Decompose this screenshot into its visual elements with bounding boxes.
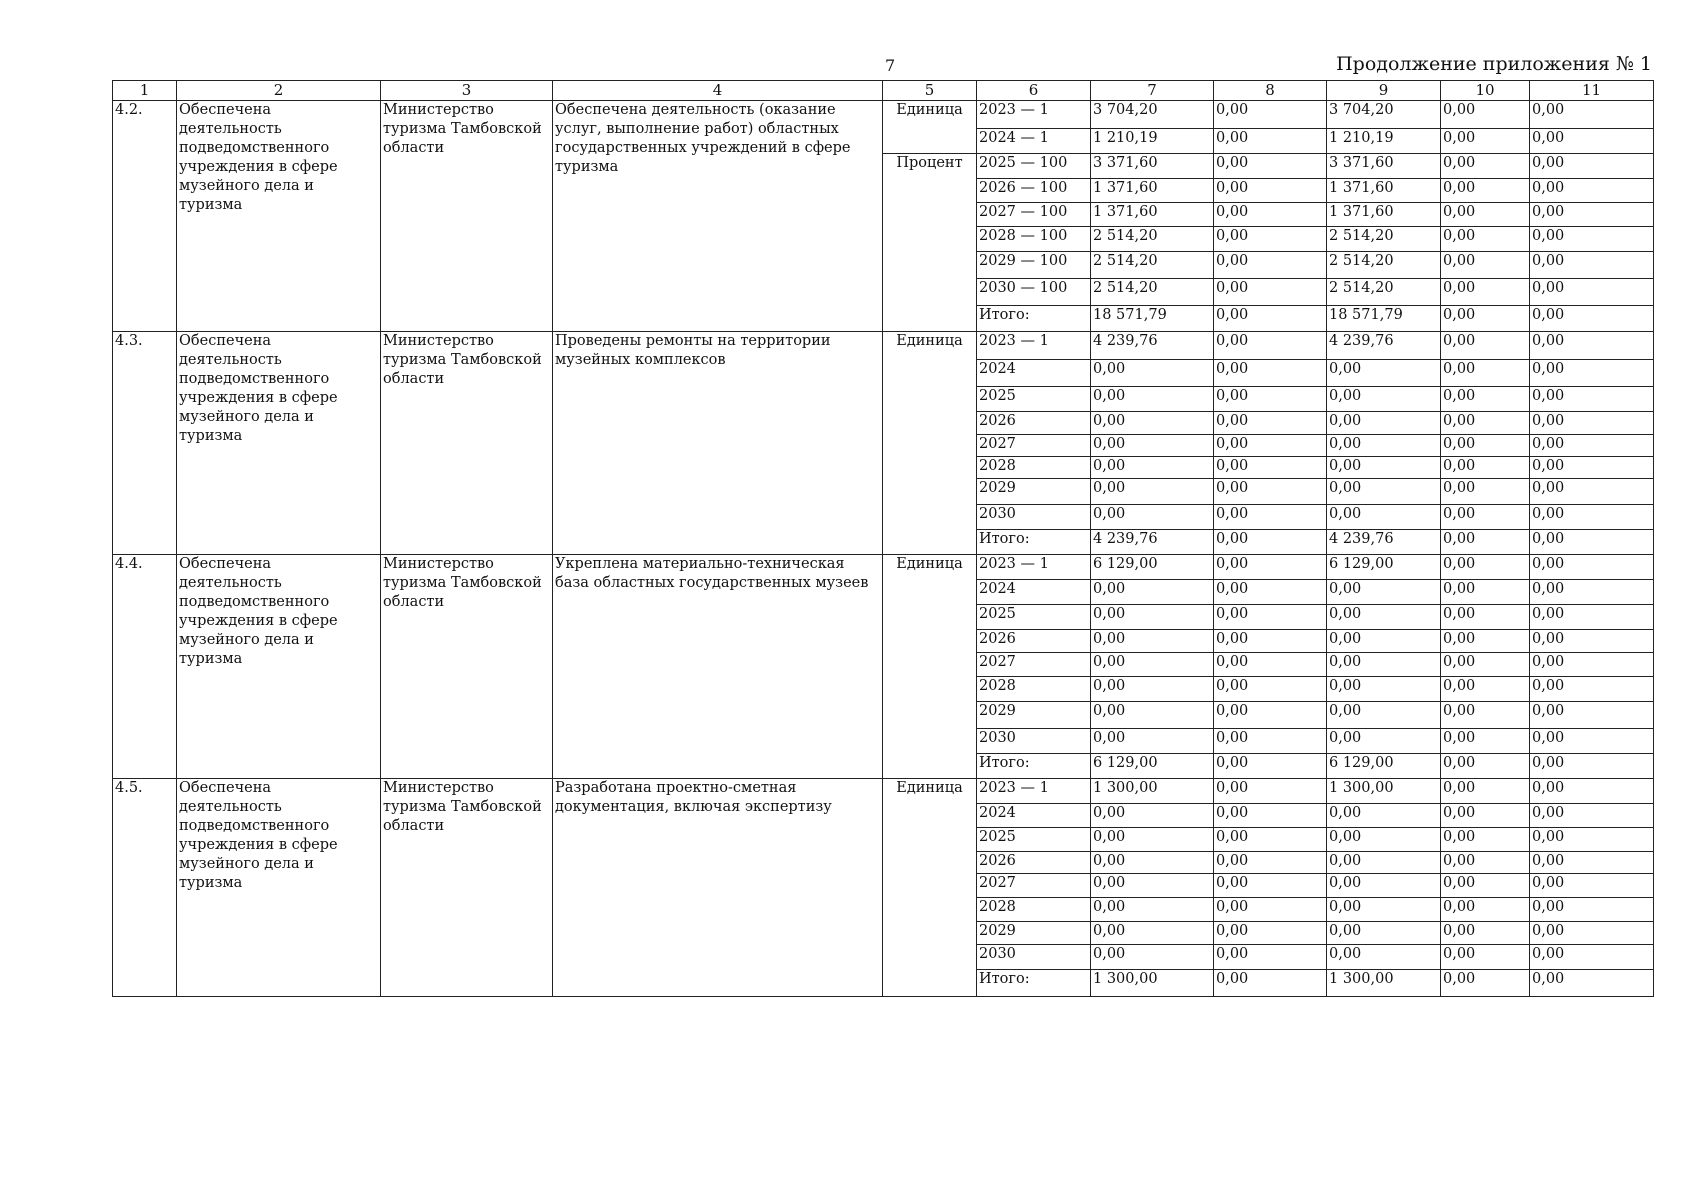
- local-amount-cell: 0,00: [1441, 179, 1530, 203]
- column-header: 9: [1327, 81, 1441, 101]
- other-amount-cell: 0,00: [1530, 605, 1654, 630]
- local-amount-cell: 0,00: [1441, 154, 1530, 179]
- local-amount-cell: 0,00: [1441, 970, 1530, 997]
- other-amount-cell: 0,00: [1530, 154, 1654, 179]
- item-number: 4.5.: [113, 779, 177, 997]
- total-amount-cell: 6 129,00: [1091, 754, 1214, 779]
- column-header: 6: [977, 81, 1091, 101]
- year-cell: 2027: [977, 874, 1091, 898]
- regional-amount-cell: 0,00: [1327, 729, 1441, 754]
- other-amount-cell: 0,00: [1530, 630, 1654, 653]
- local-amount-cell: 0,00: [1441, 852, 1530, 874]
- federal-amount-cell: 0,00: [1214, 874, 1327, 898]
- total-amount-cell: 0,00: [1091, 435, 1214, 457]
- regional-amount-cell: 18 571,79: [1327, 306, 1441, 332]
- total-amount-cell: 0,00: [1091, 804, 1214, 828]
- item-description: Обеспечена деятельность подведомственного учреждения в сфере музейного дела и туризма: [177, 332, 381, 555]
- federal-amount-cell: 0,00: [1214, 630, 1327, 653]
- year-cell: 2027 — 100: [977, 203, 1091, 227]
- total-amount-cell: 0,00: [1091, 360, 1214, 387]
- other-amount-cell: 0,00: [1530, 702, 1654, 729]
- total-amount-cell: 0,00: [1091, 945, 1214, 970]
- other-amount-cell: 0,00: [1530, 332, 1654, 360]
- year-cell: 2029 — 100: [977, 252, 1091, 279]
- total-amount-cell: 1 371,60: [1091, 203, 1214, 227]
- item-number: 4.2.: [113, 101, 177, 332]
- column-header: 1: [113, 81, 177, 101]
- local-amount-cell: 0,00: [1441, 306, 1530, 332]
- year-cell: 2029: [977, 702, 1091, 729]
- local-amount-cell: 0,00: [1441, 360, 1530, 387]
- local-amount-cell: 0,00: [1441, 677, 1530, 702]
- regional-amount-cell: 0,00: [1327, 874, 1441, 898]
- total-amount-cell: 1 371,60: [1091, 179, 1214, 203]
- federal-amount-cell: 0,00: [1214, 435, 1327, 457]
- expected-result: Обеспечена деятельность (оказание услуг, выполнение работ) областных государственных учреждений в сфере туризма: [553, 101, 883, 332]
- column-header: 7: [1091, 81, 1214, 101]
- year-cell: 2030: [977, 729, 1091, 754]
- local-amount-cell: 0,00: [1441, 279, 1530, 306]
- total-amount-cell: 18 571,79: [1091, 306, 1214, 332]
- expected-result: Проведены ремонты на территории музейных комплексов: [553, 332, 883, 555]
- local-amount-cell: 0,00: [1441, 922, 1530, 945]
- year-cell: 2023 — 1: [977, 555, 1091, 580]
- regional-amount-cell: 0,00: [1327, 387, 1441, 412]
- total-amount-cell: 0,00: [1091, 729, 1214, 754]
- regional-amount-cell: 4 239,76: [1327, 332, 1441, 360]
- item-description: Обеспечена деятельность подведомственного учреждения в сфере музейного дела и туризма: [177, 779, 381, 997]
- local-amount-cell: 0,00: [1441, 457, 1530, 479]
- local-amount-cell: 0,00: [1441, 555, 1530, 580]
- federal-amount-cell: 0,00: [1214, 898, 1327, 922]
- local-amount-cell: 0,00: [1441, 412, 1530, 435]
- local-amount-cell: 0,00: [1441, 530, 1530, 555]
- total-amount-cell: 2 514,20: [1091, 227, 1214, 252]
- regional-amount-cell: 0,00: [1327, 630, 1441, 653]
- other-amount-cell: 0,00: [1530, 922, 1654, 945]
- federal-amount-cell: 0,00: [1214, 360, 1327, 387]
- regional-amount-cell: 1 210,19: [1327, 129, 1441, 154]
- local-amount-cell: 0,00: [1441, 630, 1530, 653]
- total-amount-cell: 2 514,20: [1091, 252, 1214, 279]
- other-amount-cell: 0,00: [1530, 387, 1654, 412]
- federal-amount-cell: 0,00: [1214, 306, 1327, 332]
- column-header: 5: [883, 81, 977, 101]
- local-amount-cell: 0,00: [1441, 227, 1530, 252]
- total-amount-cell: 0,00: [1091, 580, 1214, 605]
- other-amount-cell: 0,00: [1530, 729, 1654, 754]
- federal-amount-cell: 0,00: [1214, 179, 1327, 203]
- year-cell: 2024: [977, 580, 1091, 605]
- other-amount-cell: 0,00: [1530, 779, 1654, 804]
- column-header: 3: [381, 81, 553, 101]
- federal-amount-cell: 0,00: [1214, 129, 1327, 154]
- total-amount-cell: 1 300,00: [1091, 779, 1214, 804]
- table-body: [113, 101, 1654, 997]
- total-amount-cell: 0,00: [1091, 874, 1214, 898]
- year-cell: 2030: [977, 505, 1091, 530]
- total-amount-cell: 0,00: [1091, 677, 1214, 702]
- federal-amount-cell: 0,00: [1214, 922, 1327, 945]
- federal-amount-cell: 0,00: [1214, 154, 1327, 179]
- local-amount-cell: 0,00: [1441, 779, 1530, 804]
- federal-amount-cell: 0,00: [1214, 970, 1327, 997]
- column-header: 10: [1441, 81, 1530, 101]
- year-cell: 2026: [977, 852, 1091, 874]
- unit-cell: Единица: [883, 101, 977, 154]
- table-row: [113, 555, 1654, 580]
- other-amount-cell: 0,00: [1530, 754, 1654, 779]
- federal-amount-cell: 0,00: [1214, 479, 1327, 505]
- item-number: 4.3.: [113, 332, 177, 555]
- year-cell: 2027: [977, 435, 1091, 457]
- table-row: [113, 332, 1654, 360]
- local-amount-cell: 0,00: [1441, 332, 1530, 360]
- other-amount-cell: 0,00: [1530, 555, 1654, 580]
- regional-amount-cell: 2 514,20: [1327, 279, 1441, 306]
- unit-cell: Единица: [883, 779, 977, 997]
- responsible-executor: Министерство туризма Тамбовской области: [381, 779, 553, 997]
- year-cell: 2024 — 1: [977, 129, 1091, 154]
- total-amount-cell: 0,00: [1091, 852, 1214, 874]
- regional-amount-cell: 0,00: [1327, 922, 1441, 945]
- total-amount-cell: 0,00: [1091, 630, 1214, 653]
- year-cell: 2026: [977, 412, 1091, 435]
- local-amount-cell: 0,00: [1441, 203, 1530, 227]
- federal-amount-cell: 0,00: [1214, 252, 1327, 279]
- federal-amount-cell: 0,00: [1214, 605, 1327, 630]
- local-amount-cell: 0,00: [1441, 505, 1530, 530]
- other-amount-cell: 0,00: [1530, 677, 1654, 702]
- regional-amount-cell: 0,00: [1327, 702, 1441, 729]
- other-amount-cell: 0,00: [1530, 412, 1654, 435]
- federal-amount-cell: 0,00: [1214, 945, 1327, 970]
- federal-amount-cell: 0,00: [1214, 580, 1327, 605]
- other-amount-cell: 0,00: [1530, 874, 1654, 898]
- federal-amount-cell: 0,00: [1214, 457, 1327, 479]
- year-cell: 2028: [977, 457, 1091, 479]
- federal-amount-cell: 0,00: [1214, 555, 1327, 580]
- other-amount-cell: 0,00: [1530, 479, 1654, 505]
- other-amount-cell: 0,00: [1530, 828, 1654, 852]
- federal-amount-cell: 0,00: [1214, 653, 1327, 677]
- item-description: Обеспечена деятельность подведомственного учреждения в сфере музейного дела и туризма: [177, 101, 381, 332]
- federal-amount-cell: 0,00: [1214, 804, 1327, 828]
- regional-amount-cell: 0,00: [1327, 580, 1441, 605]
- federal-amount-cell: 0,00: [1214, 828, 1327, 852]
- federal-amount-cell: 0,00: [1214, 412, 1327, 435]
- regional-amount-cell: 0,00: [1327, 360, 1441, 387]
- other-amount-cell: 0,00: [1530, 580, 1654, 605]
- local-amount-cell: 0,00: [1441, 945, 1530, 970]
- total-amount-cell: 3 371,60: [1091, 154, 1214, 179]
- local-amount-cell: 0,00: [1441, 898, 1530, 922]
- federal-amount-cell: 0,00: [1214, 677, 1327, 702]
- year-cell: 2028: [977, 677, 1091, 702]
- continuation-title: Продолжение приложения № 1: [1336, 53, 1652, 75]
- federal-amount-cell: 0,00: [1214, 279, 1327, 306]
- other-amount-cell: 0,00: [1530, 227, 1654, 252]
- year-cell: 2025: [977, 387, 1091, 412]
- regional-amount-cell: 4 239,76: [1327, 530, 1441, 555]
- regional-amount-cell: 1 371,60: [1327, 179, 1441, 203]
- year-cell: 2026: [977, 630, 1091, 653]
- federal-amount-cell: 0,00: [1214, 530, 1327, 555]
- federal-amount-cell: 0,00: [1214, 505, 1327, 530]
- unit-cell: Единица: [883, 332, 977, 555]
- year-cell: Итого:: [977, 970, 1091, 997]
- year-cell: 2027: [977, 653, 1091, 677]
- other-amount-cell: 0,00: [1530, 852, 1654, 874]
- expected-result: Разработана проектно-сметная документация, включая экспертизу: [553, 779, 883, 997]
- regional-amount-cell: 0,00: [1327, 605, 1441, 630]
- federal-amount-cell: 0,00: [1214, 332, 1327, 360]
- regional-amount-cell: 1 371,60: [1327, 203, 1441, 227]
- total-amount-cell: 3 704,20: [1091, 101, 1214, 129]
- year-cell: 2030: [977, 945, 1091, 970]
- responsible-executor: Министерство туризма Тамбовской области: [381, 332, 553, 555]
- local-amount-cell: 0,00: [1441, 804, 1530, 828]
- unit-cell: Процент: [883, 154, 977, 332]
- local-amount-cell: 0,00: [1441, 580, 1530, 605]
- expected-result: Укреплена материально-техническая база областных государственных музеев: [553, 555, 883, 779]
- federal-amount-cell: 0,00: [1214, 702, 1327, 729]
- year-cell: 2023 — 1: [977, 332, 1091, 360]
- table-row: [113, 779, 1654, 804]
- regional-amount-cell: 0,00: [1327, 505, 1441, 530]
- year-cell: 2030 — 100: [977, 279, 1091, 306]
- total-amount-cell: 2 514,20: [1091, 279, 1214, 306]
- other-amount-cell: 0,00: [1530, 945, 1654, 970]
- other-amount-cell: 0,00: [1530, 101, 1654, 129]
- page-number: 7: [885, 56, 896, 75]
- local-amount-cell: 0,00: [1441, 702, 1530, 729]
- column-header: 4: [553, 81, 883, 101]
- year-cell: 2024: [977, 360, 1091, 387]
- local-amount-cell: 0,00: [1441, 252, 1530, 279]
- local-amount-cell: 0,00: [1441, 754, 1530, 779]
- federal-amount-cell: 0,00: [1214, 729, 1327, 754]
- federal-amount-cell: 0,00: [1214, 203, 1327, 227]
- regional-amount-cell: 6 129,00: [1327, 754, 1441, 779]
- other-amount-cell: 0,00: [1530, 435, 1654, 457]
- other-amount-cell: 0,00: [1530, 203, 1654, 227]
- total-amount-cell: 1 300,00: [1091, 970, 1214, 997]
- unit-cell: Единица: [883, 555, 977, 779]
- item-description: Обеспечена деятельность подведомственного учреждения в сфере музейного дела и туризма: [177, 555, 381, 779]
- item-number: 4.4.: [113, 555, 177, 779]
- regional-amount-cell: 3 371,60: [1327, 154, 1441, 179]
- federal-amount-cell: 0,00: [1214, 852, 1327, 874]
- other-amount-cell: 0,00: [1530, 129, 1654, 154]
- year-cell: 2023 — 1: [977, 779, 1091, 804]
- regional-amount-cell: 1 300,00: [1327, 779, 1441, 804]
- regional-amount-cell: 0,00: [1327, 435, 1441, 457]
- year-cell: Итого:: [977, 754, 1091, 779]
- year-cell: 2028: [977, 898, 1091, 922]
- total-amount-cell: 0,00: [1091, 702, 1214, 729]
- regional-amount-cell: 0,00: [1327, 945, 1441, 970]
- federal-amount-cell: 0,00: [1214, 779, 1327, 804]
- total-amount-cell: 0,00: [1091, 479, 1214, 505]
- other-amount-cell: 0,00: [1530, 252, 1654, 279]
- other-amount-cell: 0,00: [1530, 804, 1654, 828]
- year-cell: 2029: [977, 479, 1091, 505]
- other-amount-cell: 0,00: [1530, 279, 1654, 306]
- column-header: 2: [177, 81, 381, 101]
- other-amount-cell: 0,00: [1530, 457, 1654, 479]
- total-amount-cell: 4 239,76: [1091, 530, 1214, 555]
- local-amount-cell: 0,00: [1441, 101, 1530, 129]
- local-amount-cell: 0,00: [1441, 479, 1530, 505]
- year-cell: 2025: [977, 828, 1091, 852]
- local-amount-cell: 0,00: [1441, 729, 1530, 754]
- regional-amount-cell: 0,00: [1327, 457, 1441, 479]
- regional-amount-cell: 0,00: [1327, 804, 1441, 828]
- regional-amount-cell: 3 704,20: [1327, 101, 1441, 129]
- year-cell: Итого:: [977, 530, 1091, 555]
- regional-amount-cell: 1 300,00: [1327, 970, 1441, 997]
- federal-amount-cell: 0,00: [1214, 387, 1327, 412]
- local-amount-cell: 0,00: [1441, 129, 1530, 154]
- responsible-executor: Министерство туризма Тамбовской области: [381, 555, 553, 779]
- total-amount-cell: 6 129,00: [1091, 555, 1214, 580]
- column-header: 8: [1214, 81, 1327, 101]
- local-amount-cell: 0,00: [1441, 605, 1530, 630]
- total-amount-cell: 0,00: [1091, 412, 1214, 435]
- regional-amount-cell: 2 514,20: [1327, 252, 1441, 279]
- regional-amount-cell: 0,00: [1327, 677, 1441, 702]
- header-row: [113, 81, 1654, 101]
- regional-amount-cell: 0,00: [1327, 653, 1441, 677]
- year-cell: 2023 — 1: [977, 101, 1091, 129]
- total-amount-cell: 0,00: [1091, 457, 1214, 479]
- year-cell: 2025: [977, 605, 1091, 630]
- year-cell: Итого:: [977, 306, 1091, 332]
- total-amount-cell: 0,00: [1091, 828, 1214, 852]
- total-amount-cell: 0,00: [1091, 898, 1214, 922]
- other-amount-cell: 0,00: [1530, 530, 1654, 555]
- other-amount-cell: 0,00: [1530, 898, 1654, 922]
- local-amount-cell: 0,00: [1441, 653, 1530, 677]
- year-cell: 2024: [977, 804, 1091, 828]
- regional-amount-cell: 6 129,00: [1327, 555, 1441, 580]
- total-amount-cell: 0,00: [1091, 387, 1214, 412]
- other-amount-cell: 0,00: [1530, 653, 1654, 677]
- other-amount-cell: 0,00: [1530, 179, 1654, 203]
- year-cell: 2029: [977, 922, 1091, 945]
- local-amount-cell: 0,00: [1441, 828, 1530, 852]
- regional-amount-cell: 0,00: [1327, 852, 1441, 874]
- other-amount-cell: 0,00: [1530, 505, 1654, 530]
- other-amount-cell: 0,00: [1530, 306, 1654, 332]
- responsible-executor: Министерство туризма Тамбовской области: [381, 101, 553, 332]
- regional-amount-cell: 0,00: [1327, 898, 1441, 922]
- regional-amount-cell: 0,00: [1327, 479, 1441, 505]
- total-amount-cell: 0,00: [1091, 505, 1214, 530]
- federal-amount-cell: 0,00: [1214, 754, 1327, 779]
- regional-amount-cell: 2 514,20: [1327, 227, 1441, 252]
- federal-amount-cell: 0,00: [1214, 227, 1327, 252]
- local-amount-cell: 0,00: [1441, 387, 1530, 412]
- column-header: 11: [1530, 81, 1654, 101]
- total-amount-cell: 1 210,19: [1091, 129, 1214, 154]
- budget-table: [112, 80, 1654, 997]
- year-cell: 2028 — 100: [977, 227, 1091, 252]
- year-cell: 2026 — 100: [977, 179, 1091, 203]
- other-amount-cell: 0,00: [1530, 360, 1654, 387]
- other-amount-cell: 0,00: [1530, 970, 1654, 997]
- total-amount-cell: 0,00: [1091, 922, 1214, 945]
- total-amount-cell: 4 239,76: [1091, 332, 1214, 360]
- regional-amount-cell: 0,00: [1327, 828, 1441, 852]
- total-amount-cell: 0,00: [1091, 605, 1214, 630]
- local-amount-cell: 0,00: [1441, 874, 1530, 898]
- regional-amount-cell: 0,00: [1327, 412, 1441, 435]
- local-amount-cell: 0,00: [1441, 435, 1530, 457]
- total-amount-cell: 0,00: [1091, 653, 1214, 677]
- federal-amount-cell: 0,00: [1214, 101, 1327, 129]
- table-row: [113, 101, 1654, 129]
- year-cell: 2025 — 100: [977, 154, 1091, 179]
